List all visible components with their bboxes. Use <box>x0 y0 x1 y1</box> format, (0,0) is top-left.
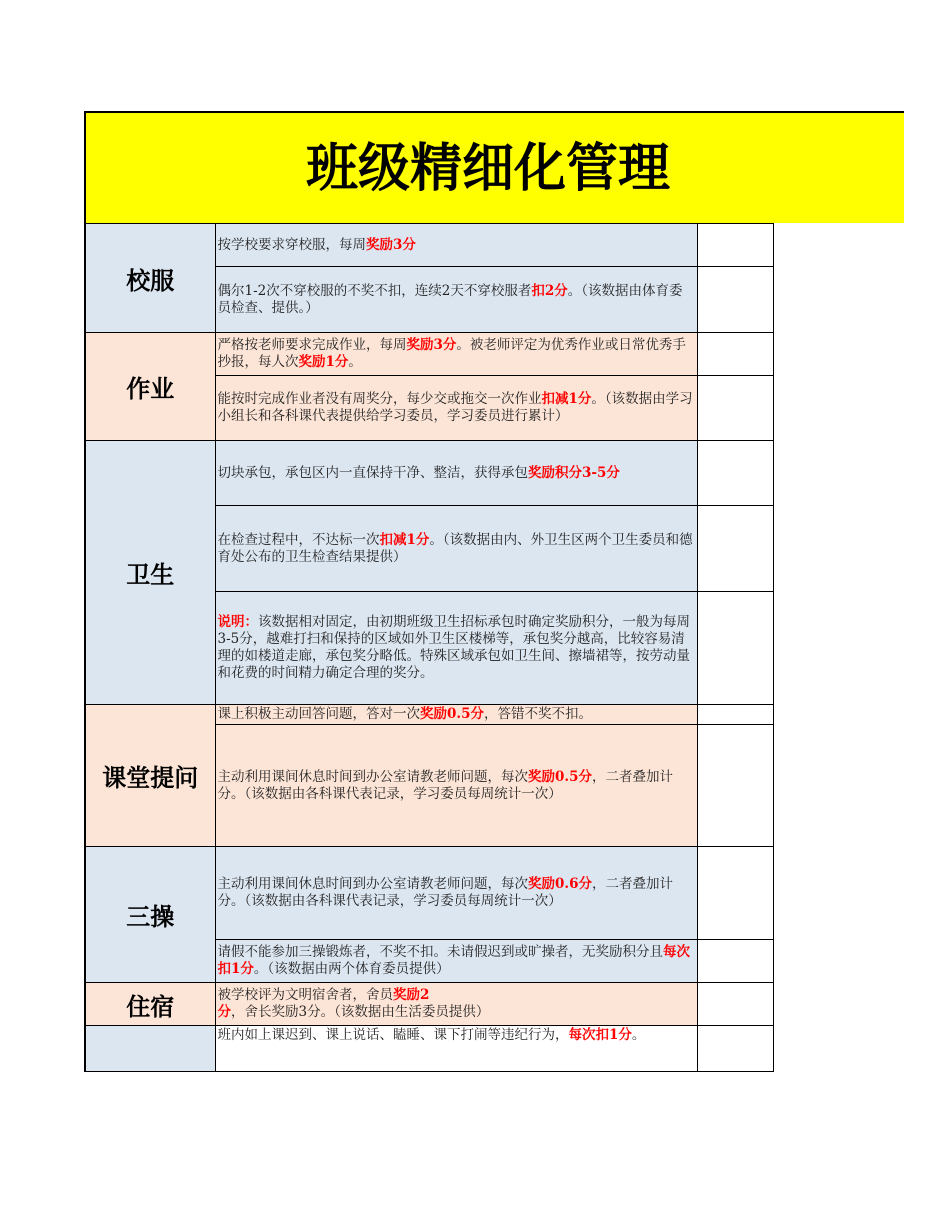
category-cell-dormitory: 住宿 <box>85 983 215 1026</box>
rule-text: 严格按老师要求完成作业，每周奖励3分。被老师评定为优秀作业或日常优秀手抄报，每人次奖励1分。 <box>215 333 697 376</box>
rule-text: 偶尔1-2次不穿校服的不奖不扣，连续2天不穿校服者扣2分。（该数据由体育委员检查、提供。） <box>215 267 697 333</box>
category-cell-exercises: 三操 <box>85 847 215 983</box>
score-cell <box>697 506 774 592</box>
page-title: 班级精细化管理 <box>306 139 671 199</box>
score-cell <box>697 592 774 705</box>
category-cell-homework: 作业 <box>85 333 215 441</box>
title-banner <box>84 111 904 223</box>
rules-table <box>84 223 774 1072</box>
score-cell <box>697 376 774 441</box>
score-cell <box>697 940 774 983</box>
rule-text: 切块承包，承包区内一直保持干净、整洁，获得承包奖励积分3-5分 <box>215 441 697 506</box>
category-cell-hygiene: 卫生 <box>85 441 215 705</box>
rule-text: 课上积极主动回答问题，答对一次奖励0.5分，答错不奖不扣。 <box>215 705 697 725</box>
rule-text: 说明：该数据相对固定，由初期班级卫生招标承包时确定奖励积分，一般为每周3-5分，越难打扫和保持的区域如外卫生区楼梯等，承包奖分越高，比较容易清理的如楼道走廊，承包奖分略低。特殊区域承包如卫生间、擦墙裙等，按劳动量和花费的时间精力确定合理的奖分。 <box>215 592 697 705</box>
score-cell <box>697 983 774 1026</box>
rules-table-viewport <box>84 223 774 1072</box>
score-cell <box>697 224 774 267</box>
rule-text: 在检查过程中，不达标一次扣减1分。（该数据由内、外卫生区两个卫生委员和德育处公布的卫生检查结果提供） <box>215 506 697 592</box>
score-cell <box>697 847 774 940</box>
rule-text: 被学校评为文明宿舍者，舍员奖励2分，舍长奖励3分。（该数据由生活委员提供） <box>215 983 697 1026</box>
table-right-border <box>773 223 774 1072</box>
rule-text: 能按时完成作业者没有周奖分，每少交或拖交一次作业扣减1分。（该数据由学习小组长和各科课代表提供给学习委员，学习委员进行累计） <box>215 376 697 441</box>
score-cell <box>697 441 774 506</box>
score-cell <box>697 333 774 376</box>
rule-text: 班内如上课迟到、课上说话、瞌睡、课下打闹等违纪行为，每次扣1分。 <box>215 1026 697 1073</box>
score-cell <box>697 705 774 725</box>
rule-text: 主动利用课间休息时间到办公室请教老师问题，每次奖励0.5分，二者叠加计分。（该数据由各科课代表记录，学习委员每周统计一次） <box>215 725 697 847</box>
score-cell <box>697 725 774 847</box>
category-cell-class-questions: 课堂提问 <box>85 705 215 847</box>
table-bottom-border <box>84 1071 774 1072</box>
rule-text: 主动利用课间休息时间到办公室请教老师问题，每次奖励0.6分，二者叠加计分。（该数据由各科课代表记录，学习委员每周统计一次） <box>215 847 697 940</box>
score-cell <box>697 267 774 333</box>
category-cell-uniform: 校服 <box>85 224 215 333</box>
category-cell-discipline <box>85 1026 215 1073</box>
score-cell <box>697 1026 774 1073</box>
rule-text: 按学校要求穿校服，每周奖励3分 <box>215 224 697 267</box>
rule-text: 请假不能参加三操锻炼者，不奖不扣。未请假迟到或旷操者，无奖励积分且每次扣1分。（该数据由两个体育委员提供） <box>215 940 697 983</box>
